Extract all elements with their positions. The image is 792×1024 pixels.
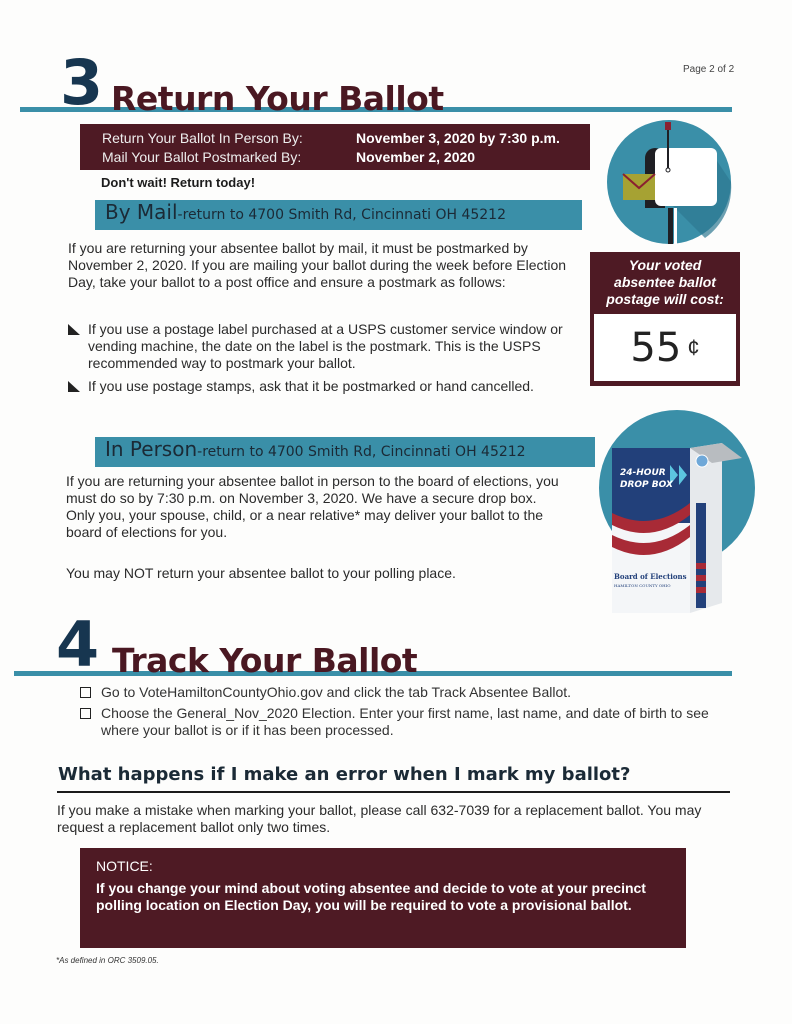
- in-person-text: If you are returning your absentee ballot in person to the board of elections, you must do so by 7:30 p.m. on November 3, 2020. We have a secure drop box. Only you, your spouse, child, or a near relative* may deliver your ballot to the board of elections for you.: [66, 473, 559, 540]
- dropbox-county: HAMILTON COUNTY OHIO: [614, 583, 671, 588]
- bullet-text: If you use a postage label purchased at a USPS customer service window or vending machine, the date on the label is the postmark. This is the USPS recommended way to postmark your ballot.: [88, 321, 563, 371]
- deadline-label: Return Your Ballot In Person By:: [102, 129, 303, 146]
- by-mail-address: -return to 4700 Smith Rd, Cincinnati OH 45212: [177, 207, 506, 223]
- dont-wait-text: Don't wait! Return today!: [101, 175, 256, 190]
- track-step-text: Go to VoteHamiltonCountyOhio.gov and click the tab Track Absentee Ballot.: [101, 684, 572, 700]
- deadline-in-person: [102, 128, 590, 147]
- deadline-value: November 2, 2020: [356, 148, 476, 165]
- by-mail-heading: By Mail: [105, 200, 178, 224]
- dropbox-org: Board of Elections: [614, 572, 687, 581]
- faq-answer: If you make a mistake when marking your ballot, please call 632-7039 for a replacement ballot. You may request a replacement ballot only two times.: [57, 802, 702, 835]
- bullet-item: [68, 378, 628, 395]
- section-4-number: 4: [56, 608, 100, 681]
- footnote: *As defined in ORC 3509.05.: [56, 956, 159, 965]
- polling-place-warning: You may NOT return your absentee ballot to your polling place.: [66, 565, 456, 581]
- track-steps: [80, 684, 720, 739]
- page-number: Page 2 of 2: [683, 64, 735, 75]
- deadline-value: November 3, 2020 by 7:30 p.m.: [356, 129, 560, 146]
- deadline-mail: [102, 147, 590, 166]
- deadline-box: [80, 124, 590, 170]
- by-mail-bullets: [68, 321, 628, 395]
- faq-title: What happens if I make an error when I mark my ballot?: [58, 764, 631, 785]
- track-step-text: Choose the General_Nov_2020 Election. Enter your first name, last name, and date of birth to see where your ballot is or if it has been processed.: [101, 705, 709, 738]
- section-3-title: Return Your Ballot: [111, 79, 444, 118]
- checkbox-icon[interactable]: [80, 708, 91, 719]
- notice-body: If you change your mind about voting absentee and decide to vote at your precinct polling location on Election Day, you will be required to vote a provisional ballot.: [96, 880, 646, 913]
- faq-rule: [57, 791, 730, 793]
- in-person-heading: In Person: [105, 437, 198, 461]
- notice-box: [80, 848, 686, 948]
- triangle-bullet-icon: [68, 378, 88, 395]
- bullet-text: If you use postage stamps, ask that it be postmarked or hand cancelled.: [88, 378, 534, 394]
- mailbox-icon: [605, 118, 733, 246]
- triangle-bullet-icon: [68, 321, 88, 372]
- postage-value-box: [594, 314, 736, 381]
- section-3-number: 3: [60, 46, 104, 119]
- postage-unit: ¢: [687, 334, 700, 360]
- postage-cost-box: [590, 252, 740, 386]
- deadline-label: Mail Your Ballot Postmarked By:: [102, 148, 302, 165]
- by-mail-intro: If you are returning your absentee ballot by mail, it must be postmarked by November 2, 2020. If you are mailing your ballot during the week before Election Day, take your ballot to a post office and ensure a postmark as follows:: [68, 240, 567, 290]
- in-person-address: -return to 4700 Smith Rd, Cincinnati OH 45212: [197, 444, 526, 460]
- in-person-header: [95, 437, 595, 467]
- bullet-item: [68, 321, 568, 372]
- postage-value: 55: [630, 324, 682, 371]
- notice-heading: NOTICE:: [96, 858, 153, 874]
- section-4-title: Track Your Ballot: [112, 641, 418, 680]
- checkbox-icon[interactable]: [80, 687, 91, 698]
- drop-box-icon: [582, 403, 762, 623]
- track-step: [80, 684, 720, 701]
- track-step: [80, 705, 720, 739]
- by-mail-header: [95, 200, 582, 230]
- dropbox-sign-line1: 24-HOUR: [620, 468, 666, 478]
- postage-label: Your voted absentee ballot postage will cost:: [606, 257, 724, 307]
- dropbox-sign-line2: DROP BOX: [620, 480, 673, 490]
